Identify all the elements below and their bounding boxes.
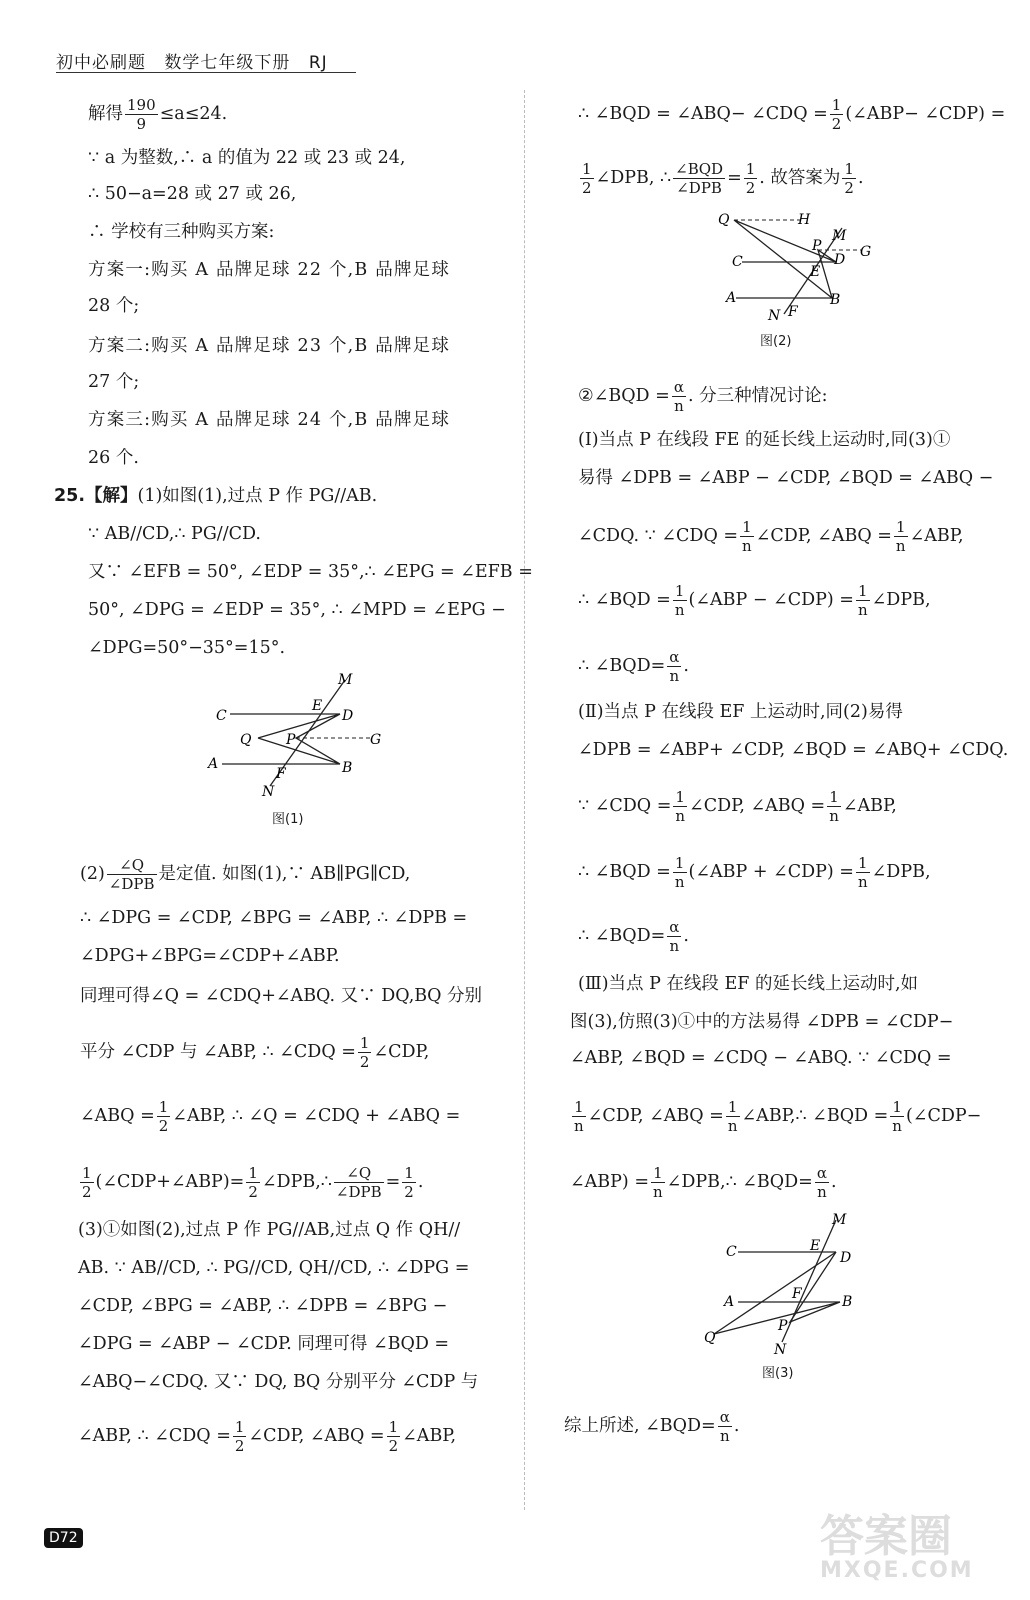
text-line: ∴ ∠DPG = ∠CDP, ∠BPG = ∠ABP, ∴ ∠DPB = [80, 908, 468, 928]
text-line: ∠ABP) = $\frac{1}{n}$ ∠DPB,∴ ∠BQD= $\frac{\alpha}{n}$ . [570, 1164, 837, 1201]
watermark-logo-text: 答案圈 [820, 1511, 952, 1562]
point-label-M: M [832, 1212, 847, 1228]
point-label-E: E [810, 264, 821, 280]
question-25-start: 25.【解】(1)如图(1),过点 P 作 PG//AB. [54, 486, 378, 506]
point-label-N: N [774, 1342, 787, 1358]
text-line: ∠CDP, ∠BPG = ∠ABP, ∴ ∠DPB = ∠BPG − [78, 1296, 448, 1316]
point-label-Q: Q [240, 732, 252, 748]
figure-3 [696, 1210, 876, 1360]
book-series: 初中必刷题 [56, 53, 146, 73]
figure-1-caption: 图(1) [272, 812, 304, 827]
text-line: ∠ABP, ∴ ∠CDQ = $\frac{1}{2}$ ∠CDP, ∠ABQ = $\frac{1}{2}$ ∠ABP, [78, 1418, 457, 1455]
book-subject: 数学七年级下册 [164, 53, 291, 73]
text-line: 易得 ∠DPB = ∠ABP − ∠CDP, ∠BQD = ∠ABQ − [578, 468, 994, 488]
point-label-M: M [338, 672, 353, 688]
text-line: ∠DPB = ∠ABP+ ∠CDP, ∠BQD = ∠ABQ+ ∠CDQ. [578, 740, 1009, 760]
text-line: ∠ABP, ∠BQD = ∠CDQ − ∠ABQ. ∵ ∠CDQ = [570, 1048, 952, 1068]
point-label-D: D [342, 708, 354, 724]
point-label-A: A [724, 1294, 735, 1310]
point-label-D: D [840, 1250, 852, 1266]
text-line: 平分 ∠CDP 与 ∠ABP, ∴ ∠CDQ = $\frac{1}{2}$ ∠CDP, [80, 1034, 430, 1071]
figure-2-caption: 图(2) [760, 334, 792, 349]
page-header [56, 48, 340, 73]
text-line: ∴ ∠BQD = ∠ABQ− ∠CDQ = $\frac{1}{2}$ (∠ABP− ∠CDP) = [578, 96, 1006, 133]
book-edition: RJ [308, 53, 328, 73]
text-line: 28 个; [88, 296, 140, 316]
text-line: AB. ∵ AB//CD, ∴ PG//CD, QH//CD, ∴ ∠DPG = [78, 1258, 470, 1278]
point-label-P: P [778, 1318, 788, 1334]
text-line: (Ⅰ)当点 P 在线段 FE 的延长线上运动时,同(3)① [578, 430, 951, 450]
text-line: ∠ABQ−∠CDQ. 又∵ DQ, BQ 分别平分 ∠CDP 与 [78, 1372, 479, 1392]
point-label-G: G [370, 732, 382, 748]
point-label-C: C [726, 1244, 737, 1260]
text-line: 又∵ ∠EFB = 50°, ∠EDP = 35°,∴ ∠EPG = ∠EFB = [88, 562, 533, 582]
point-label-A: A [726, 290, 737, 306]
figure-1 [200, 668, 400, 808]
point-label-C: C [732, 254, 743, 270]
text-line: ∵ AB//CD,∴ PG//CD. [88, 524, 261, 544]
text-line: 方案二:购买 A 品牌足球 23 个,B 品牌足球 [88, 336, 451, 356]
point-label-P: P [812, 238, 822, 254]
text-line: (3)①如图(2),过点 P 作 PG//AB,过点 Q 作 QH// [78, 1220, 461, 1240]
point-label-A: A [208, 756, 219, 772]
text-line: $\frac{1}{2}$ ∠DPB, ∴ $\frac{\text{∠BQD}}{\text{∠DPB}}$ = $\frac{1}{2}$ . 故答案为 $\frac{1}{2}$ . [582, 160, 864, 197]
point-label-N: N [768, 308, 781, 324]
text-line: (2) $\frac{\angle Q}{\text{∠DPB}}$ 是定值. 如图(1),∵ AB∥PG∥CD, [80, 856, 411, 893]
text-line: 26 个. [88, 448, 139, 468]
text-line: ∴ 学校有三种购买方案: [88, 222, 275, 242]
watermark [820, 1500, 974, 1583]
text-line: ∴ 50−a=28 或 27 或 26, [88, 184, 297, 204]
point-label-P: P [286, 732, 296, 748]
text-line: 27 个; [88, 372, 140, 392]
point-label-F: F [788, 304, 798, 320]
text-line: 方案一:购买 A 品牌足球 22 个,B 品牌足球 [88, 260, 451, 280]
text-line: 综上所述, ∠BQD= $\frac{\alpha}{n}$ . [564, 1408, 740, 1445]
text-line: (Ⅱ)当点 P 在线段 EF 上运动时,同(2)易得 [578, 702, 903, 722]
column-divider [524, 90, 525, 1510]
text-line: 50°, ∠DPG = ∠EDP = 35°, ∴ ∠MPD = ∠EPG − [88, 600, 506, 620]
point-label-B: B [842, 1294, 853, 1310]
text-line: 解得 $\frac{190}{9}$ ≤a≤24. [88, 96, 228, 133]
point-label-F: F [792, 1286, 802, 1302]
text-line: ∠ABQ = $\frac{1}{2}$ ∠ABP, ∴ ∠Q = ∠CDQ + ∠ABQ = [80, 1098, 461, 1135]
page-number: D72 [44, 1528, 83, 1548]
point-label-B: B [342, 760, 353, 776]
text-line: ∠DPG = ∠ABP − ∠CDP. 同理可得 ∠BQD = [78, 1334, 450, 1354]
point-label-C: C [216, 708, 227, 724]
text-line: ∠DPG+∠BPG=∠CDP+∠ABP. [80, 946, 340, 966]
text-line: ∴ ∠BQD= $\frac{\alpha}{n}$ . [578, 648, 689, 685]
figure-3-caption: 图(3) [762, 1366, 794, 1381]
text-line: ∴ ∠BQD= $\frac{\alpha}{n}$ . [578, 918, 689, 955]
point-label-N: N [262, 784, 275, 800]
point-label-G: G [860, 244, 872, 260]
point-label-E: E [312, 698, 323, 714]
text-line: ∵ ∠CDQ = $\frac{1}{n}$ ∠CDP, ∠ABQ = $\frac{1}{n}$ ∠ABP, [578, 788, 897, 825]
text-line: 同理可得∠Q = ∠CDQ+∠ABQ. 又∵ DQ,BQ 分别 [80, 986, 483, 1006]
text-line: ∠CDQ. ∵ ∠CDQ = $\frac{1}{n}$ ∠CDP, ∠ABQ = $\frac{1}{n}$ ∠ABP, [578, 518, 964, 555]
text-line: ∴ ∠BQD = $\frac{1}{n}$ (∠ABP + ∠CDP) = $\frac{1}{n}$ ∠DPB, [578, 854, 931, 891]
point-label-D: D [834, 252, 846, 268]
point-label-M: M [832, 228, 847, 244]
watermark-url: MXQE.COM [820, 1558, 974, 1583]
figure-2 [712, 206, 892, 326]
text-line: $\frac{1}{2}$ (∠CDP+∠ABP)= $\frac{1}{2}$ ∠DPB,∴ $\frac{\angle Q}{\text{∠DPB}}$ = $\frac{1}{2}$ . [82, 1164, 424, 1201]
text-line: ∠DPG=50°−35°=15°. [88, 638, 286, 658]
point-label-E: E [810, 1238, 821, 1254]
point-label-Q: Q [704, 1330, 716, 1346]
text-line: ∵ a 为整数,∴ a 的值为 22 或 23 或 24, [88, 148, 406, 168]
text-line: ②∠BQD = $\frac{\alpha}{n}$ . 分三种情况讨论: [578, 378, 828, 415]
text-line: 图(3),仿照(3)①中的方法易得 ∠DPB = ∠CDP− [570, 1012, 954, 1032]
text-line: $\frac{1}{n}$ ∠CDP, ∠ABQ = $\frac{1}{n}$ ∠ABP,∴ ∠BQD = $\frac{1}{n}$ (∠CDP− [574, 1098, 982, 1135]
point-label-F: F [276, 766, 286, 782]
text-line: (Ⅲ)当点 P 在线段 EF 的延长线上运动时,如 [578, 974, 919, 994]
text-line: 方案三:购买 A 品牌足球 24 个,B 品牌足球 [88, 410, 451, 430]
text-line: ∴ ∠BQD = $\frac{1}{n}$ (∠ABP − ∠CDP) = $\frac{1}{n}$ ∠DPB, [578, 582, 931, 619]
point-label-Q: Q [718, 212, 730, 228]
point-label-B: B [830, 292, 841, 308]
point-label-H: H [798, 212, 811, 228]
header-rule [56, 72, 356, 73]
